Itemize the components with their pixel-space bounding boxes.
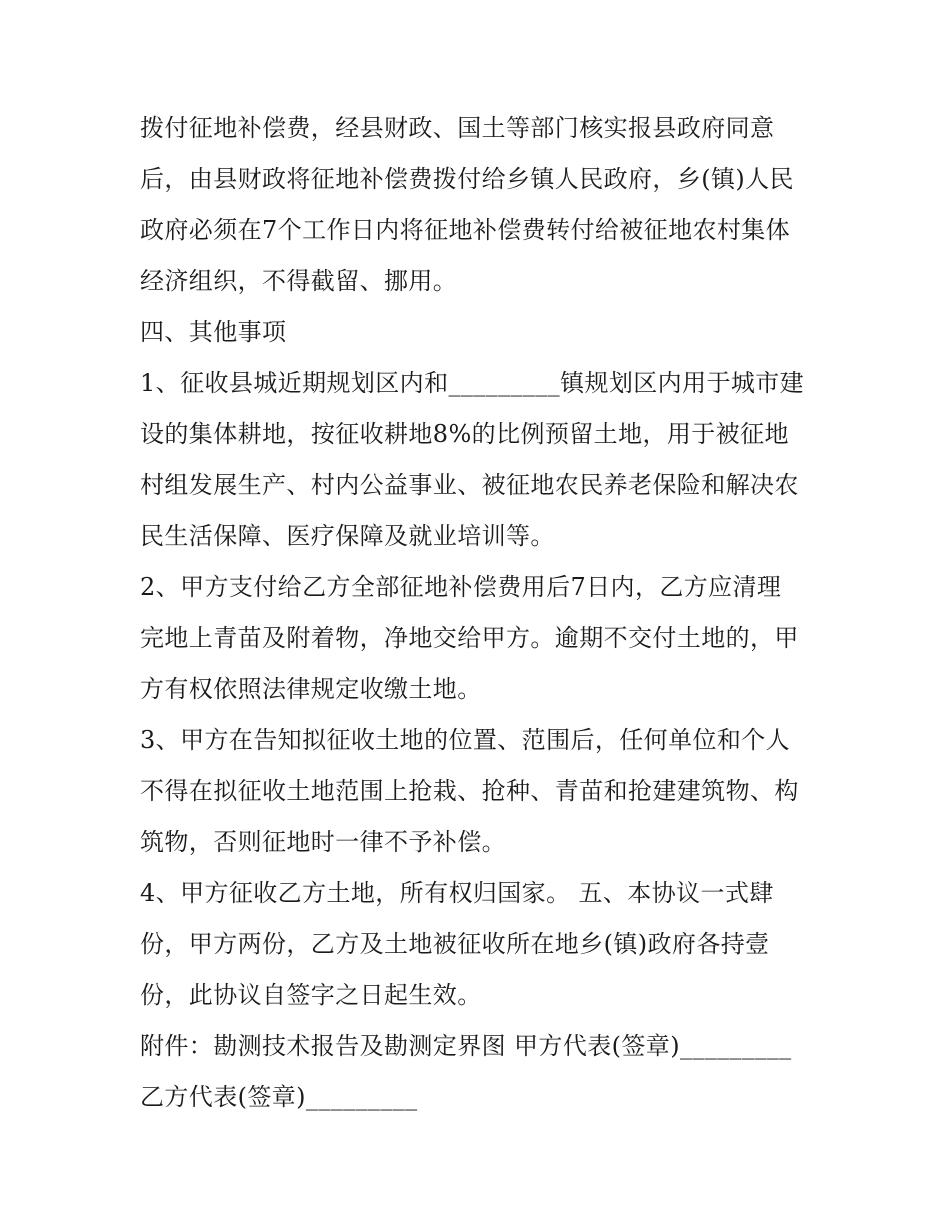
text-line: 筑物，否则征地时一律不予补偿。 — [140, 828, 506, 856]
text-line: 政府必须在7个工作日内将征地补偿费转付给被征地农村集体 — [140, 216, 791, 244]
text-line: 民生活保障、医疗保障及就业培训等。 — [140, 522, 555, 550]
text-line: 设的集体耕地，按征收耕地8%的比例预留土地，用于被征地 — [140, 420, 789, 448]
text-line: 份，甲方两份，乙方及土地被征收所在地乡(镇)政府各持壹 — [140, 930, 770, 958]
text-line: 2、甲方支付给乙方全部征地补偿费用后7日内，乙方应清理 — [140, 573, 782, 601]
text-line: 不得在拟征收土地范围上抢栽、抢种、青苗和抢建建筑物、构 — [140, 777, 799, 805]
text-line: 4、甲方征收乙方土地，所有权归国家。 五、本协议一式肆 — [140, 879, 774, 907]
section-heading: 四、其他事项 — [140, 318, 287, 346]
text-line: 份，此协议自签字之日起生效。 — [140, 981, 482, 1009]
text-line: 后，由县财政将征地补偿费拨付给乡镇人民政府，乡(镇)人民 — [140, 165, 794, 193]
attachment-line: 附件：勘测技术报告及勘测定界图 甲方代表(签章)_________ — [140, 1032, 792, 1060]
text-line: 经济组织，不得截留、挪用。 — [140, 267, 458, 295]
text-line: 村组发展生产、村内公益事业、被征地农民养老保险和解决农 — [140, 471, 799, 499]
text-line: 完地上青苗及附着物，净地交给甲方。逾期不交付土地的，甲 — [140, 624, 799, 652]
text-line: 3、甲方在告知拟征收土地的位置、范围后，任何单位和个人 — [140, 726, 791, 754]
text-line: 方有权依照法律规定收缴土地。 — [140, 675, 482, 703]
text-line: 1、征收县城近期规划区内和_________镇规划区内用于城市建 — [140, 369, 805, 397]
signature-line: 乙方代表(签章)_________ — [140, 1083, 418, 1111]
text-line: 拨付征地补偿费，经县财政、国土等部门核实报县政府同意 — [140, 114, 775, 142]
